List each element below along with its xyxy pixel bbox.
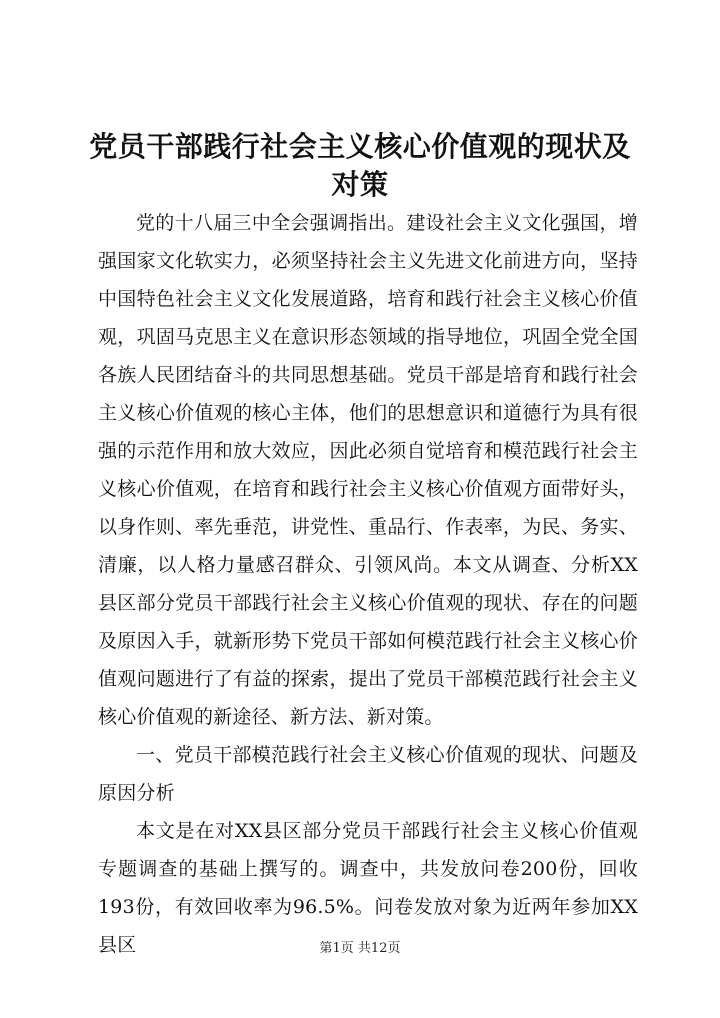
document-body <box>98 204 638 964</box>
document-title: 党员干部践行社会主义核心价值观的现状及对策 <box>89 130 631 201</box>
paragraph-survey: 本文是在对XX县区部分党员干部践行社会主义核心价值观专题调查的基础上撰写的。调查中，共发放问卷200份，回收193份，有效回收率为96.5%。问卷发放对象为近两年参加XX县区 <box>98 820 638 956</box>
section-heading: 一、党员干部模范践行社会主义核心价值观的现状、问题及原因分析 <box>98 744 638 804</box>
page-footer: 第1页 共12页 <box>319 941 401 956</box>
paragraph-intro: 党的十八届三中全会强调指出。建设社会主义文化强国，增强国家文化软实力，必须坚持社会主义先进文化前进方向，坚持中国特色社会主义文化发展道路，培育和践行社会主义核心价值观，巩固马克思主义在意识形态领域的指导地位，巩固全党全国各族人民团结奋斗的共同思想基础。党员干部是培育和践行社会主义核心价值观的核心主体，他们的思想意识和道德行为具有很强的示范作用和放大效应，因此必须自觉培育和模范践行社会主义核心价值观，在培育和践行社会主义核心价值观方面带好头，以身作则、率先垂范，讲党性、重品行、作表率，为民、务实、清廉，以人格力量感召群众、引领风尚。本文从调查、分析XX县区部分党员干部践行社会主义核心价值观的现状、存在的问题及原因入手，就新形势下党员干部如何模范践行社会主义核心价值观问题进行了有益的探索，提出了党员干部模范践行社会主义核心价值观的新途径、新方法、新对策。 <box>98 212 638 728</box>
